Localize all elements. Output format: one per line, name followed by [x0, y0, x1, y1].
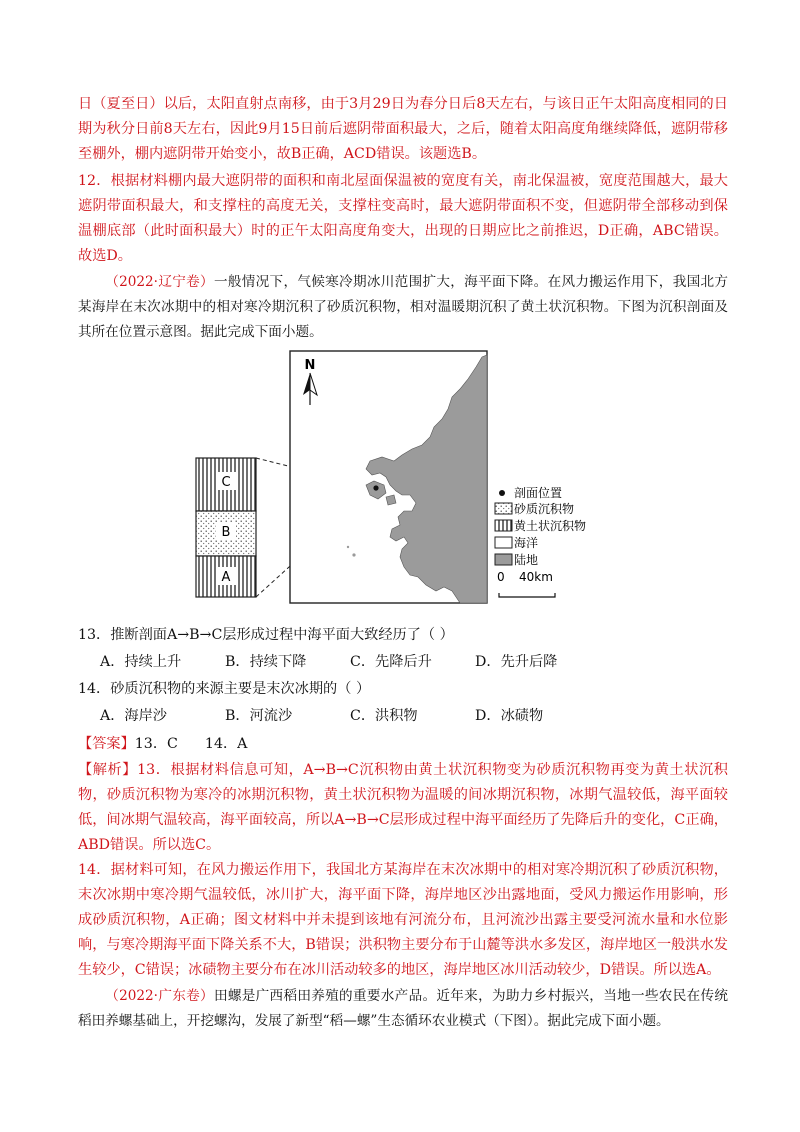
sediment-figure: [190, 345, 610, 607]
analysis-label: 【解析】: [78, 762, 138, 778]
legend-loess-swatch: [495, 520, 512, 531]
question-14-stem: 14．砂质沉积物的来源主要是末次冰期的（ ）: [78, 681, 371, 697]
scale-bar: [499, 593, 555, 597]
source-guangdong: （2022·广东卷）: [105, 988, 214, 1004]
q13-option-d[interactable]: D．先升后降: [475, 654, 558, 670]
section-location-dot: [373, 485, 378, 490]
question-13-stem: 13．推断剖面A→B→C层形成过程中海平面大致经历了（ ）: [78, 627, 454, 643]
legend: [495, 485, 586, 597]
legend-section-location: 剖面位置: [514, 486, 563, 500]
analysis-12: 12．根据材料棚内最大遮阴带的面积和南北屋面保温被的宽度有关，南北保温被，宽度范围越大，最大遮阴带面积最大，和支撑柱的高度无关，支撑柱变高时，最大遮阴带面积不变，但遮阴带全部移动到保温棚底部（此时面积最大）时的正午太阳高度角变大，出现的日期应比之前推迟，D正确，ABC错误。故选D。: [78, 173, 728, 264]
answer-text: 13．C 14．A: [134, 736, 248, 752]
q14-option-b[interactable]: B．河流沙: [225, 708, 293, 724]
analysis-11-continued: 日（夏至日）以后，太阳直射点南移，由于3月29日为春分日后8天左右，与该日正午太阳高度相同的日期为秋分日前8天左右，因此9月15日前后遮阴带面积最大，之后，随着太阳高度角继续降低，遮阴带移至棚外，棚内遮阴带开始变小，故B正确，ACD错误。该题选B。: [78, 96, 728, 162]
q13-option-a[interactable]: A．持续上升: [100, 654, 182, 670]
q14-option-c[interactable]: C．洪积物: [350, 708, 418, 724]
scale-label: 40km: [519, 570, 553, 584]
question-13-options: [100, 651, 620, 671]
legend-ocean: 海洋: [514, 536, 539, 550]
q14-option-d[interactable]: D．冰碛物: [475, 708, 544, 724]
section-column: [196, 458, 256, 597]
svg-text:N: N: [304, 358, 316, 373]
layer-label-a: A: [221, 570, 231, 585]
q13-option-b[interactable]: B．持续下降: [225, 654, 307, 670]
legend-loess: 黄土状沉积物: [514, 519, 587, 533]
legend-land: 陆地: [514, 553, 539, 567]
answer-label: 【答案】: [78, 736, 135, 752]
intro-guangdong: [78, 984, 728, 1034]
legend-ocean-swatch: [495, 537, 512, 548]
q13-option-c[interactable]: C．先降后升: [350, 654, 432, 670]
analysis-14: 14．据材料可知，在风力搬运作用下，我国北方某海岸在末次冰期中的相对寒冷期沉积了砂质沉积物，末次冰期中寒冷期气温较低，冰川扩大，海平面下降，海岸地区沙出露地面，受风力搬运作用影响，形成砂质沉积物，A正确；图文材料中并未提到该地有河流分布，且河流沙出露主要受河流水量和水位影响，与寒冷期海平面下降关系不大，B错误；洪积物主要分布于山麓等洪水多发区，海岸地区一般洪水发生较少，C错误；冰碛物主要分布在冰川活动较多的地区，海岸地区冰川活动较少，D错误。所以选A。: [78, 862, 728, 978]
analysis-13: [78, 758, 728, 858]
question-14-options: [100, 705, 620, 725]
intro-guangdong-text: 田螺是广西稻田养殖的重要水产品。近年来，为助力乡村振兴，当地一些农民在传统稻田养螺基础上，开挖螺沟，发展了新型“稻—螺”生态循环农业模式（下图）。据此完成下面小题。: [78, 988, 729, 1029]
legend-sand: 砂质沉积物: [514, 502, 575, 516]
small-island-5: [347, 546, 349, 548]
legend-dot-icon: [499, 490, 505, 496]
analysis-13-text: 13．根据材料信息可知，A→B→C沉积物由黄土状沉积物变为砂质沉积物再变为黄土状沉积物，砂质沉积物为寒冷的冰期沉积物，黄土状沉积物为温暖的间冰期沉积物，冰期气温较低，海平面较低，间冰期气温较高，海平面较高，所以A→B→C层形成过程中海平面经历了先降后升的变化，C正确，ABD错误。所以选C。: [78, 762, 728, 853]
q14-option-a[interactable]: A．海岸沙: [100, 708, 167, 724]
layer-label-b: B: [221, 525, 231, 540]
intro-liaoning: [78, 270, 728, 345]
small-island-4: [352, 553, 355, 556]
scale-zero: 0: [497, 570, 505, 584]
small-island-3: [434, 569, 438, 573]
source-liaoning: （2022·辽宁卷）: [105, 274, 214, 290]
small-island-2: [386, 495, 396, 505]
intro-liaoning-text: 一般情况下，气候寒冷期冰川范围扩大，海平面下降。在风力搬运作用下，我国北方某海岸在末次冰期中的相对寒冷期沉积了砂质沉积物，相对温暖期沉积了黄土状沉积物。下图为沉积剖面及其所在位置示意图。据此完成下面小题。: [78, 274, 729, 340]
layer-label-c: C: [221, 475, 231, 490]
answer-line: [78, 733, 247, 753]
legend-sand-swatch: [495, 503, 512, 514]
legend-land-swatch: [495, 554, 512, 565]
